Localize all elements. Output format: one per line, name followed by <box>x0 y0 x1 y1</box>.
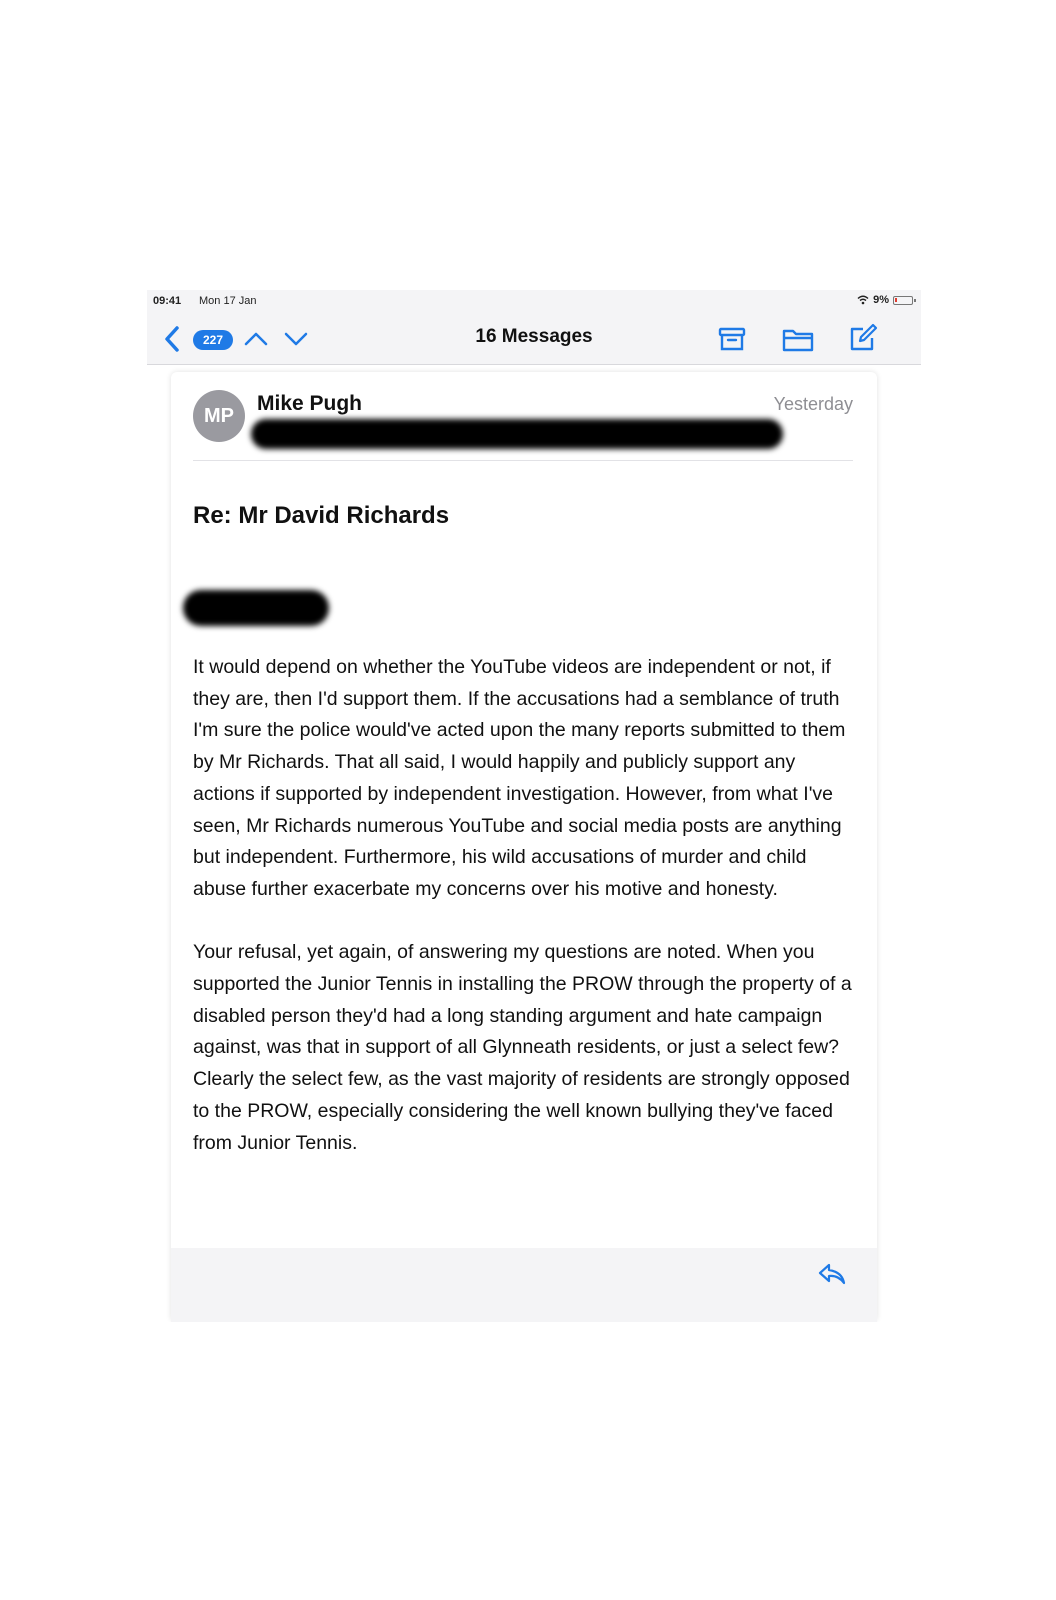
battery-icon <box>893 296 913 305</box>
avatar[interactable]: MP <box>193 390 245 442</box>
battery-percent: 9% <box>873 294 889 306</box>
bottom-action-bar <box>171 1248 877 1322</box>
message-subject: Re: Mr David Richards <box>193 502 450 529</box>
folder-icon[interactable] <box>781 324 815 354</box>
sender-name[interactable]: Mike Pugh <box>257 392 363 415</box>
archive-icon[interactable] <box>717 324 747 354</box>
status-time: 09:41 <box>153 295 182 307</box>
body-paragraph: Your refusal, yet again, of answering my questions are noted. When you supported the Junior Tennis in installing the PROW through the property of a disabled person they'd had a long standing argument and hate campaign against, was that in support of all Glynneath residents, or just a select few? Clearly the select few, as the vast majority of residents are strongly opposed to the PROW, especially considering the well known bullying they've faced from Junior Tennis. <box>193 941 852 1154</box>
header-divider <box>193 460 853 461</box>
message-date: Yesterday <box>773 394 853 414</box>
status-bar <box>147 290 921 314</box>
redacted-recipients <box>251 419 783 449</box>
message-body <box>193 652 857 1246</box>
unread-count-badge[interactable]: 227 <box>193 330 233 350</box>
status-date: Mon 17 Jan <box>199 295 257 307</box>
message-card <box>171 372 877 1322</box>
mail-toolbar <box>147 314 921 365</box>
compose-icon[interactable] <box>847 322 879 354</box>
reply-icon[interactable] <box>817 1260 847 1288</box>
body-paragraph: It would depend on whether the YouTube videos are independent or not, if they are, then I'd support them. If the accusations had a semblance of truth I'm sure the police would've acted upon the many reports submitted to them by Mr Richards. That all said, I would happily and publicly support any actions if supported by independent investigation. However, from what I've seen, Mr Richards numerous YouTube and social media posts are anything but independent. Furthermore, his wild accusations of murder and child abuse further exacerbate my concerns over his motive and honesty. <box>193 656 846 900</box>
redacted-greeting <box>183 590 329 626</box>
thread-title: 16 Messages <box>475 326 593 347</box>
status-indicators <box>857 294 913 306</box>
mail-screen <box>147 290 921 1322</box>
wifi-icon <box>857 295 869 305</box>
